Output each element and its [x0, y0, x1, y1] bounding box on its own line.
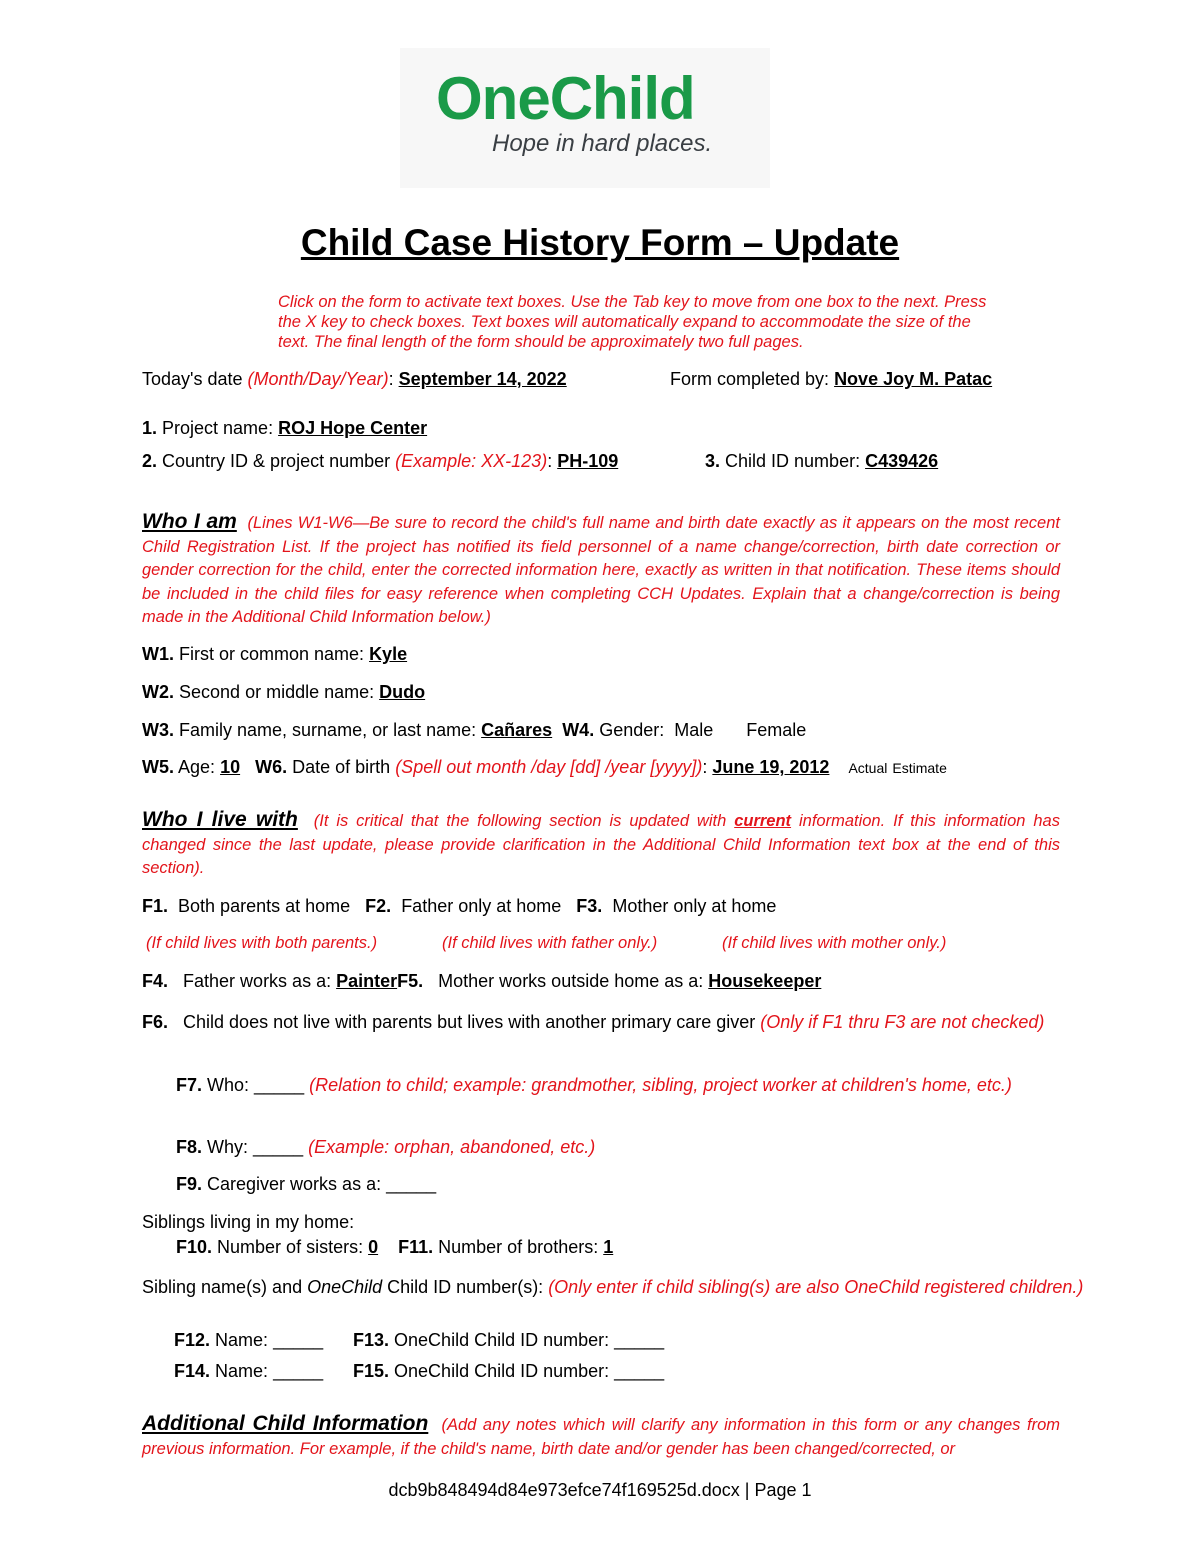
brothers-label: Number of brothers: [433, 1237, 604, 1257]
additional-info-intro [142, 1412, 1060, 1461]
field-code: F2. [365, 896, 392, 916]
f15-label: OneChild Child ID number: [389, 1361, 615, 1381]
f12-row [174, 1330, 323, 1351]
country-hint: (Example: XX-123) [395, 451, 548, 471]
siblings-label: Siblings living in my home: [142, 1212, 355, 1232]
onechild-logo [400, 48, 770, 188]
field-code: F15. [353, 1361, 390, 1381]
field-code: F14. [174, 1361, 211, 1381]
footer-page-number: Page 1 [754, 1480, 812, 1500]
brothers-count-field[interactable]: 1 [603, 1237, 614, 1257]
footer-filename: dcb9b848494d84e973efce74f169525d.docx [388, 1480, 740, 1500]
w3-label: Family name, surname, or last name: [174, 720, 482, 740]
f1-f3-row [142, 896, 776, 917]
w3-w4-row [142, 720, 806, 741]
logo-wordmark: OneChild [436, 65, 695, 132]
field-code: F12. [174, 1330, 211, 1350]
page-footer [0, 1480, 1200, 1501]
field-code: W4. [562, 720, 595, 740]
mother-work-label: Mother works outside home as a: [438, 971, 709, 991]
field-code: W1. [142, 644, 175, 664]
field-code: F7. [176, 1075, 203, 1095]
field-code: F5. [397, 971, 424, 991]
f4-f5-row [142, 971, 821, 992]
other-caregiver-checkbox[interactable]: Child does not live with parents but lives with another primary care giver [183, 1012, 761, 1032]
mother-work-field[interactable]: Housekeeper [708, 971, 822, 991]
completed-by-field[interactable]: Nove Joy M. Patac [834, 369, 993, 389]
f6-hint: (Only if F1 thru F3 are not checked) [760, 1012, 1045, 1032]
f9-row [176, 1174, 436, 1195]
child-id-row [705, 451, 938, 472]
child-id-label: Child ID number: [720, 451, 866, 471]
dob-field[interactable]: June 19, 2012 [712, 757, 830, 777]
field-code: W6. [255, 757, 288, 777]
f8-hint: (Example: orphan, abandoned, etc.) [308, 1137, 596, 1157]
f10-f11-row [176, 1237, 613, 1258]
sibling-names-brand: OneChild [307, 1277, 383, 1297]
who-i-am-note: (Lines W1-W6—Be sure to record the child's full name and birth date exactly as it appears on the most recent Child Registration List. If the project has notified its field personnel of a name change/correction, birth date correction or gender correction for the child, enter the corrected information here, exactly as written in that notification. These items should be included in the child files for easy reference when completing CCH Updates. Explain that a change/correction is being made in the Additional Child Information below.) [142, 514, 1060, 626]
f12-label: Name: [210, 1330, 274, 1350]
sisters-count-field[interactable]: 0 [368, 1237, 379, 1257]
father-only-checkbox[interactable]: Father only at home [401, 896, 562, 916]
mother-only-checkbox[interactable]: Mother only at home [612, 896, 777, 916]
gender-male-checkbox[interactable]: Male [674, 720, 714, 740]
sibling-names-row [142, 1275, 1094, 1300]
field-code: F9. [176, 1174, 203, 1194]
both-parents-checkbox[interactable]: Both parents at home [178, 896, 351, 916]
f14-label: Name: [210, 1361, 274, 1381]
f6-row [142, 1010, 1094, 1035]
todays-date-row: Today's date (Month/Day/Year): September 14, 2022 [142, 369, 567, 389]
field-code: F1. [142, 896, 169, 916]
date-field[interactable]: September 14, 2022 [398, 369, 567, 389]
live-with-note-emphasis: current [734, 812, 792, 830]
middle-name-field[interactable]: Dudo [379, 682, 426, 702]
dob-hint: (Spell out month /day [dd] /year [yyyy]) [395, 757, 703, 777]
page-title: Child Case History Form – Update [300, 222, 900, 263]
why-field[interactable]: _____ [253, 1137, 304, 1157]
f9-label: Caregiver works as a: [202, 1174, 387, 1194]
project-name-label: Project name: [157, 418, 279, 438]
item-number: 1. [142, 418, 158, 438]
sibling-names-label: Sibling name(s) and [142, 1277, 308, 1297]
completed-by-label: Form completed by: [670, 369, 835, 389]
field-code: F3. [576, 896, 603, 916]
f1-hint: (If child lives with both parents.) [146, 934, 378, 952]
who-i-am-intro [142, 510, 1060, 630]
father-work-field[interactable]: Painter [336, 971, 398, 991]
date-hint: (Month/Day/Year) [247, 369, 389, 389]
f13-label: OneChild Child ID number: [389, 1330, 615, 1350]
field-code: F10. [176, 1237, 213, 1257]
last-name-field[interactable]: Cañares [481, 720, 553, 740]
dob-label: Date of birth [287, 757, 396, 777]
w2-label: Second or middle name: [174, 682, 380, 702]
f3-hint: (If child lives with mother only.) [722, 934, 947, 952]
gender-female-checkbox[interactable]: Female [746, 720, 807, 740]
sibling1-name-field[interactable]: _____ [273, 1330, 324, 1350]
project-name-row [142, 418, 427, 439]
logo-tagline: Hope in hard places. [492, 130, 713, 157]
field-code: F8. [176, 1137, 203, 1157]
completed-by-row [670, 369, 992, 390]
f14-row [174, 1361, 323, 1382]
field-code: F4. [142, 971, 169, 991]
field-code: F11. [398, 1237, 434, 1257]
field-code: W2. [142, 682, 175, 702]
field-code: F13. [353, 1330, 390, 1350]
date-label: Today's date [142, 369, 248, 389]
who-i-live-with-heading: Who I live with [142, 808, 298, 831]
child-id-field[interactable]: C439426 [865, 451, 939, 471]
additional-info-heading: Additional Child Information [142, 1412, 429, 1435]
f2-hint: (If child lives with father only.) [442, 934, 658, 952]
project-name-field[interactable]: ROJ Hope Center [278, 418, 428, 438]
sibling-names-label-cont: Child ID number(s): [382, 1277, 549, 1297]
who-i-am-heading: Who I am [142, 510, 237, 533]
first-name-field[interactable]: Kyle [369, 644, 408, 664]
w1-label: First or common name: [174, 644, 370, 664]
age-field[interactable]: 10 [220, 757, 241, 777]
country-project-field[interactable]: PH-109 [557, 451, 619, 471]
form-instructions: Click on the form to activate text boxes. Use the Tab key to move from one box to the next. Press the X key to check boxes. Text boxes will automatically expand to accommodate the size of the text. The final length of the form should be approximately two full pages. [278, 293, 987, 351]
who-i-live-with-intro [142, 808, 1060, 881]
dob-actual-checkbox[interactable]: Actual [848, 760, 888, 776]
f7-label: Who: [202, 1075, 255, 1095]
item-number: 3. [705, 451, 721, 471]
f7-hint: (Relation to child; example: grandmother, sibling, project worker at children's home, etc.) [309, 1075, 1012, 1095]
live-with-note-cont: information. If this information has changed since the last update, please provide clarification in the Additional Child Information text box at the end of this section). [142, 812, 1060, 877]
country-label: Country ID & project number [157, 451, 396, 471]
sisters-label: Number of sisters: [212, 1237, 369, 1257]
sibling1-id-field[interactable]: _____ [614, 1330, 665, 1350]
w5-w6-row: W5. Age: 10 W6. Date of birth (Spell out month /day [dd] /year [yyyy]): June 19, 2012 Actual Estimate [142, 757, 947, 777]
field-code: F6. [142, 1012, 169, 1032]
live-with-note: (It is critical that the following section is updated with [313, 812, 735, 830]
item-number: 2. [142, 451, 158, 471]
additional-info-note: (Add any notes which will clarify any information in this form or any changes from previous information. For example, if the child's name, birth date and/or gender has been changed/corrected, or [142, 1416, 1060, 1458]
sibling-names-hint: (Only enter if child sibling(s) are also OneChild registered children.) [548, 1277, 1084, 1297]
f15-row [353, 1361, 664, 1382]
f8-row [176, 1137, 595, 1158]
w2-row [142, 682, 425, 703]
sibling2-name-field[interactable]: _____ [273, 1361, 324, 1381]
father-work-label: Father works as a: [183, 971, 337, 991]
country-id-row: 2. Country ID & project number (Example: XX-123): PH-109 [142, 451, 619, 471]
f7-row [176, 1073, 1060, 1098]
field-code: W5. [142, 757, 175, 777]
caregiver-work-field[interactable]: _____ [386, 1174, 437, 1194]
gender-label: Gender: [594, 720, 665, 740]
age-label: Age: [174, 757, 221, 777]
footer-separator: | [739, 1480, 755, 1500]
sibling2-id-field[interactable]: _____ [614, 1361, 665, 1381]
field-code: W3. [142, 720, 175, 740]
f8-label: Why: [202, 1137, 254, 1157]
w1-row [142, 644, 407, 665]
f13-row [353, 1330, 664, 1351]
who-field[interactable]: _____ [254, 1075, 305, 1095]
dob-estimate-checkbox[interactable]: Estimate [892, 760, 947, 776]
